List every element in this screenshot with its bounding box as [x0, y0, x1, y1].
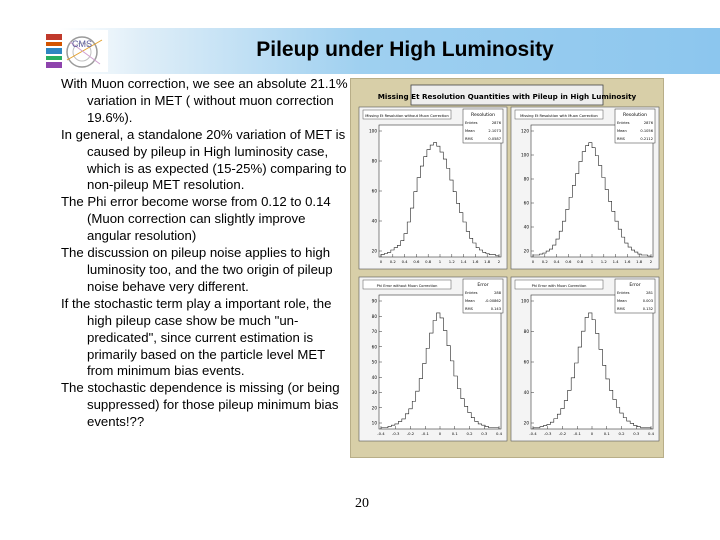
stats-header: Error: [477, 283, 489, 288]
x-tick-label: 1.8: [484, 259, 491, 264]
x-tick-label: 0.4: [495, 431, 503, 436]
histogram-panel: [511, 107, 659, 269]
stats-header: Resolution: [470, 113, 496, 118]
y-tick-label: 40: [371, 218, 377, 224]
stats-value: 0.1056: [640, 129, 653, 133]
x-tick-label: -0.4: [377, 431, 385, 436]
x-tick-label: 0.6: [413, 259, 420, 264]
y-tick-label: 70: [371, 329, 377, 334]
x-tick-label: 1.2: [600, 259, 607, 264]
stats-label: Mean: [465, 299, 475, 303]
stats-label: RMS: [617, 137, 625, 141]
panel-title: Missing Et Resolution with Muon Correction: [520, 114, 598, 118]
y-tick-label: 20: [523, 248, 529, 254]
x-tick-label: 0.4: [401, 259, 408, 264]
x-tick-label: 0.1: [603, 431, 610, 436]
x-tick-label: 1.2: [448, 259, 455, 264]
stats-label: RMS: [465, 137, 473, 141]
x-tick-label: 2: [497, 259, 501, 264]
x-tick-label: 0.6: [565, 259, 572, 264]
stats-value: -0.00862: [484, 299, 501, 303]
body-text: [61, 76, 351, 431]
x-tick-label: -0.3: [392, 431, 400, 436]
stats-value: 0.003: [642, 299, 653, 303]
x-tick-label: -0.1: [573, 431, 581, 436]
y-tick-label: 80: [523, 329, 529, 334]
histogram-panel: [511, 277, 659, 441]
x-tick-label: 0: [531, 259, 535, 264]
x-tick-label: 1.4: [460, 259, 467, 264]
x-tick-label: -0.3: [544, 431, 552, 436]
x-tick-label: 0: [590, 431, 594, 436]
x-tick-label: -0.2: [558, 431, 567, 436]
x-tick-label: 0.2: [618, 431, 625, 436]
y-tick-label: 50: [371, 359, 377, 365]
y-tick-label: 40: [523, 224, 529, 230]
stats-value: 2876: [643, 121, 653, 125]
y-tick-label: 30: [371, 390, 377, 395]
y-tick-label: 90: [371, 298, 377, 304]
paragraph: In general, a standalone 20% variation of MET is caused by pileup in High luminosity case, which is as expected (15-25%) comparing to non-pileup MET resolution.: [61, 126, 347, 193]
y-tick-label: 60: [371, 344, 377, 350]
x-tick-label: 0: [438, 431, 442, 436]
y-tick-label: 100: [369, 128, 377, 134]
panel-title: Phi Error without Muon Correction: [376, 284, 438, 288]
x-tick-label: 0: [379, 259, 383, 264]
y-tick-label: 80: [523, 176, 529, 182]
plot-area: [379, 125, 501, 257]
stats-header: Resolution: [622, 113, 648, 118]
y-tick-label: 60: [523, 200, 529, 206]
y-tick-label: 80: [371, 313, 377, 319]
x-tick-label: 0.4: [647, 431, 655, 436]
x-tick-label: 1: [590, 259, 594, 264]
paragraph: The Phi error become worse from 0.12 to 0.14 (Muon correction can slightly improve angular resolution): [61, 194, 331, 244]
paragraph: If the stochastic term play a important role, the high pileup case show be much "un-predicated", since current estimation is primarily based on the particle level MET from minimum bias events.: [61, 295, 332, 379]
x-tick-label: 0.2: [541, 259, 548, 264]
stats-label: RMS: [465, 307, 473, 311]
y-tick-label: 60: [523, 359, 529, 365]
x-tick-label: -0.1: [421, 431, 429, 436]
y-tick-label: 100: [521, 298, 529, 304]
stats-value: 0.2112: [640, 137, 653, 141]
y-tick-label: 10: [371, 420, 377, 426]
paragraph: The discussion on pileup noise applies to high luminosity too, and the two origin of pileup noise behave very different.: [61, 245, 333, 294]
y-tick-label: 20: [523, 420, 529, 426]
stats-label: Entries: [465, 121, 478, 125]
x-tick-label: 2: [649, 259, 653, 264]
x-tick-label: 0.2: [466, 431, 473, 436]
x-tick-label: -0.4: [529, 431, 537, 436]
x-tick-label: 0.4: [553, 259, 560, 264]
stats-label: Mean: [617, 129, 627, 133]
histogram-panel: [359, 277, 507, 441]
stats-value: 0.143: [490, 307, 501, 311]
x-tick-label: 0.1: [451, 431, 458, 436]
figure-title: Missing Et Resolution Quantities with Pileup in High Luminosity: [377, 92, 637, 101]
y-tick-label: 100: [521, 152, 529, 158]
slide-title: Pileup under High Luminosity: [256, 38, 554, 61]
x-tick-label: 0.2: [389, 259, 396, 264]
panel-title: Phi Error with Muon Correction: [531, 284, 587, 288]
stats-label: Entries: [465, 291, 478, 295]
stats-label: Entries: [617, 291, 630, 295]
x-tick-label: -0.2: [406, 431, 415, 436]
x-tick-label: 1.4: [612, 259, 619, 264]
paragraph: With Muon correction, we see an absolute 21.1% variation in MET ( without muon correction 19.6%).: [61, 76, 348, 125]
logo-text: CMS: [72, 39, 92, 49]
cms-logo: [42, 30, 108, 72]
stats-header: Error: [629, 283, 641, 288]
stats-value: 2.1073: [488, 129, 501, 133]
stats-value: 288: [494, 291, 501, 295]
x-tick-label: 0.3: [481, 431, 488, 436]
stats-value: 2876: [491, 121, 501, 125]
stats-value: 0.0587: [488, 137, 501, 141]
paragraph: The stochastic dependence is missing (or being suppressed) for those pileup minimum bias events!??: [61, 380, 340, 430]
y-tick-label: 40: [523, 390, 529, 395]
stats-label: Entries: [617, 121, 630, 125]
panel-title: Missing Et Resolution without Muon Correction: [365, 114, 449, 118]
stats-label: RMS: [617, 307, 625, 311]
y-tick-label: 80: [371, 158, 377, 164]
y-tick-label: 120: [521, 128, 529, 134]
x-tick-label: 1.6: [472, 259, 479, 264]
y-tick-label: 40: [371, 374, 377, 380]
stats-label: Mean: [617, 299, 627, 303]
x-tick-label: 0.8: [425, 259, 432, 264]
x-tick-label: 1.8: [636, 259, 643, 264]
y-tick-label: 20: [371, 405, 377, 411]
page-number: 20: [355, 496, 369, 511]
x-tick-label: 1: [438, 259, 442, 264]
x-tick-label: 1.6: [624, 259, 631, 264]
stats-value: 281: [646, 291, 653, 295]
stats-label: Mean: [465, 129, 475, 133]
histogram-panel: [359, 107, 507, 269]
x-tick-label: 0.3: [633, 431, 640, 436]
y-tick-label: 20: [371, 248, 377, 254]
stats-value: 0.132: [642, 307, 653, 311]
pileup-histogram-figure: [350, 78, 664, 458]
x-tick-label: 0.8: [577, 259, 584, 264]
y-tick-label: 60: [371, 188, 377, 194]
